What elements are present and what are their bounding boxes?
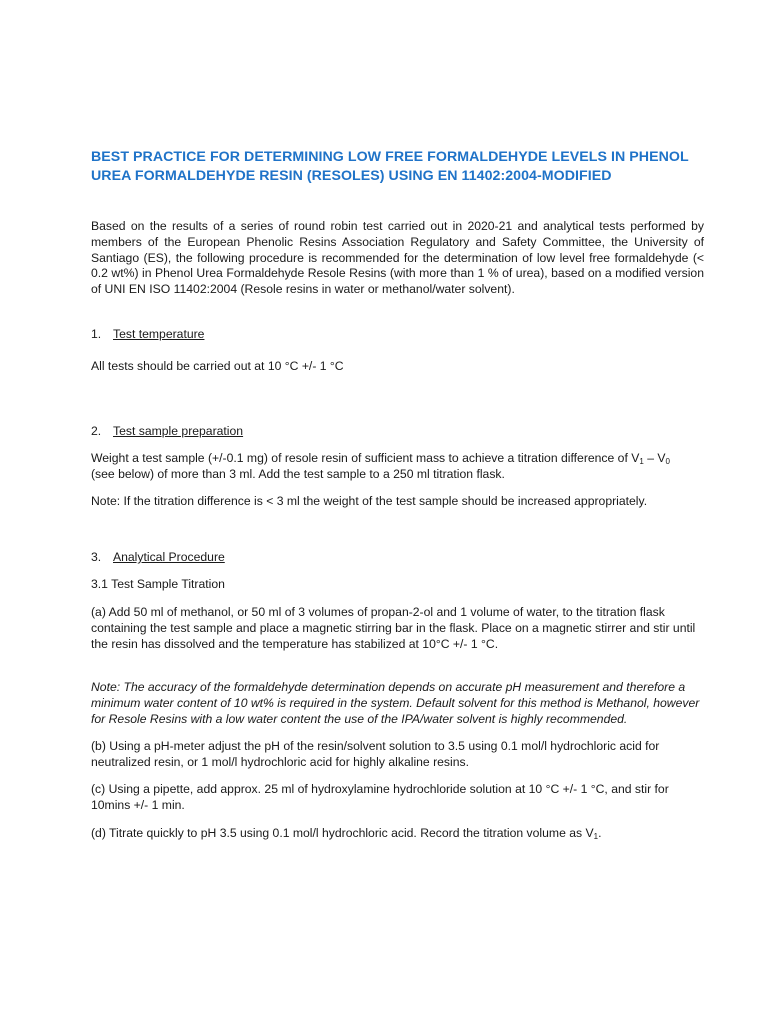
section-2-heading: Test sample preparation <box>113 424 244 438</box>
subscript-0: 0 <box>665 457 670 466</box>
section-2-text-part-a: Weight a test sample (+/-0.1 mg) of resole resin of sufficient mass to achieve a titration difference of V <box>91 451 640 465</box>
section-3-subheading: 3.1 Test Sample Titration <box>91 577 225 591</box>
section-3-heading: Analytical Procedure <box>113 550 225 564</box>
step-d <box>91 826 704 842</box>
subscript-1: 1 <box>639 457 644 466</box>
step-d-text: (d) Titrate quickly to pH 3.5 using 0.1 mol/l hydrochloric acid. Record the titration volume as V <box>91 826 594 840</box>
section-1-heading: Test temperature <box>113 327 205 341</box>
step-d-subscript: 1 <box>593 832 599 841</box>
section-2-text-part-c: (see below) of more than 3 ml. Add the test sample to a 250 ml titration flask. <box>91 466 505 481</box>
section-2-text <box>91 451 691 483</box>
section-2-note: Note: If the titration difference is < 3 ml the weight of the test sample should be increased appropriately. <box>91 494 648 508</box>
step-d-end: . <box>598 826 602 840</box>
section-2-number: 2. <box>91 424 102 438</box>
step-c: (c) Using a pipette, add approx. 25 ml of hydroxylamine hydrochloride solution at 10 °C +/- 1 °C, and stir for 10mins +/- 1 min. <box>91 782 669 812</box>
step-b: (b) Using a pH-meter adjust the pH of the resin/solvent solution to 3.5 using 0.1 mol/l hydrochloric acid for neutralized resin, or 1 mol/l hydrochloric acid for highly alkaline resins. <box>91 739 660 769</box>
italic-note: Note: The accuracy of the formaldehyde determination depends on accurate pH measurement and therefore a minimum water content of 10 wt% is required in the system. Default solvent for this method is Methanol, however for Resole Resins with a low water content the use of the IPA/water solvent is highly recommended. <box>91 680 700 726</box>
section-3-number: 3. <box>91 550 102 564</box>
section-2-text-part-b: – V <box>643 451 666 465</box>
intro-paragraph: Based on the results of a series of round robin test carried out in 2020-21 and analytical tests performed by members of the European Phenolic Resins Association Regulatory and Safety Committee, the University of Santiago (ES), the following procedure is recommended for the determination of low level free formaldehyde (< 0.2 wt%) in Phenol Urea Formaldehyde Resole Resins (with more than 1 % of urea), based on a modified version of UNI EN ISO 11402:2004 (Resole resins in water or methanol/water solvent). <box>91 219 704 297</box>
step-a: (a) Add 50 ml of methanol, or 50 ml of 3 volumes of propan-2-ol and 1 volume of water, to the titration flask containing the test sample and place a magnetic stirring bar in the flask. Place on a magnetic stirrer and stir until the resin has dissolved and the temperature has stabilized at 10°C +/- 1 °C. <box>91 605 696 651</box>
section-1-text: All tests should be carried out at 10 °C +/- 1 °C <box>91 359 344 373</box>
document-title: BEST PRACTICE FOR DETERMINING LOW FREE FORMALDEHYDE LEVELS IN PHENOL UREA FORMALDEHYDE RESIN (RESOLES) USING EN 11402:2004-MODIFIED <box>91 149 689 184</box>
section-1-number: 1. <box>91 327 102 341</box>
